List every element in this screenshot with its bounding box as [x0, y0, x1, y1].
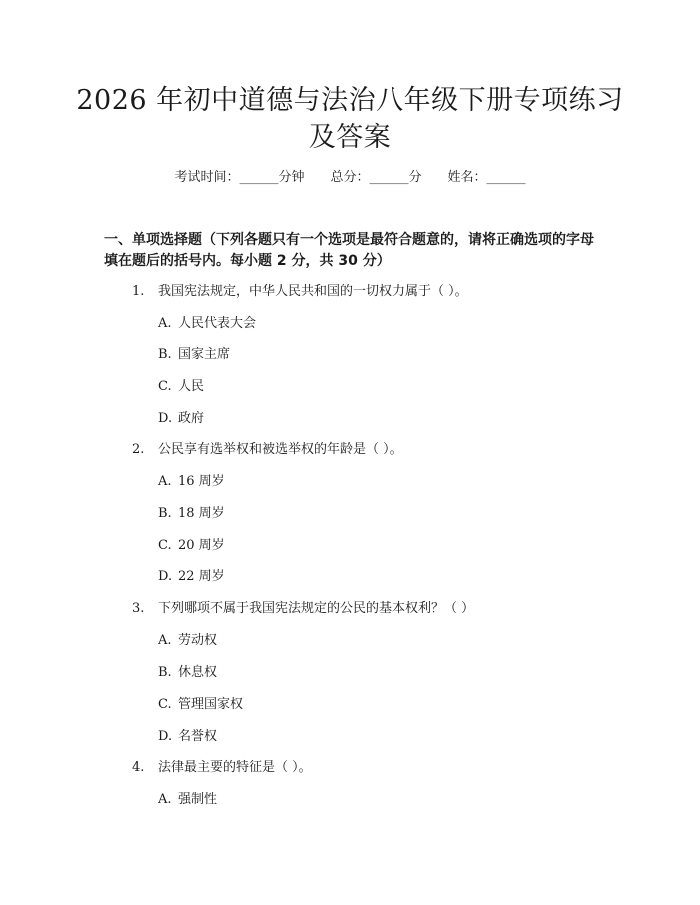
question-number: 4. [132, 760, 145, 775]
page-title-line-2: 及答案 [308, 122, 392, 153]
question-number: 1. [132, 284, 145, 299]
question-3-option-c [158, 695, 243, 715]
option-text: 劳动权 [178, 633, 218, 648]
question-4 [132, 758, 312, 778]
option-text: 人民 [178, 379, 205, 394]
question-2-option-a [158, 472, 225, 492]
question-2-option-b [158, 504, 225, 524]
exam-time-field: 考试时间：______分钟 [174, 170, 305, 185]
option-letter: A. [158, 474, 172, 489]
option-letter: B. [158, 347, 172, 362]
section-heading-line-2: 填在题后的括号内。每小题 2 分，共 30 分） [104, 253, 391, 269]
question-text: 公民享有选举权和被选举权的年龄是（ ）。 [158, 442, 403, 457]
question-text: 我国宪法规定，中华人民共和国的一切权力属于（ ）。 [158, 284, 468, 299]
question-1-option-c [158, 377, 204, 397]
option-text: 政府 [178, 411, 205, 426]
option-text: 人民代表大会 [178, 316, 257, 331]
option-letter: B. [158, 506, 172, 521]
option-letter: B. [158, 665, 172, 680]
question-3-option-a [158, 631, 217, 651]
option-text: 国家主席 [178, 347, 231, 362]
question-text: 下列哪项不属于我国宪法规定的公民的基本权利？（ ） [158, 601, 475, 616]
option-text: 休息权 [178, 665, 218, 680]
question-1-option-d [158, 409, 204, 429]
question-2-option-d [158, 567, 225, 587]
section-heading-line-1: 一、单项选择题（下列各题只有一个选项是最符合题意的，请将正确选项的字母 [104, 232, 594, 248]
option-text: 18 周岁 [178, 506, 225, 521]
option-letter: C. [158, 697, 172, 712]
exam-info-line [0, 168, 700, 188]
question-3-option-d [158, 727, 217, 747]
question-3 [132, 599, 474, 619]
page-title-line-1: 2026 年初中道德与法治八年级下册专项练习 [76, 85, 624, 116]
option-letter: C. [158, 379, 172, 394]
option-letter: D. [158, 729, 173, 744]
question-number: 3. [132, 601, 145, 616]
option-text: 16 周岁 [178, 474, 225, 489]
question-1 [132, 282, 468, 302]
option-letter: D. [158, 569, 173, 584]
option-letter: C. [158, 538, 172, 553]
option-text: 强制性 [178, 792, 218, 807]
option-text: 22 周岁 [178, 569, 225, 584]
option-text: 名誉权 [178, 729, 218, 744]
option-text: 管理国家权 [178, 697, 244, 712]
option-letter: D. [158, 411, 173, 426]
option-letter: A. [158, 792, 172, 807]
option-text: 20 周岁 [178, 538, 225, 553]
question-1-option-b [158, 345, 230, 365]
question-text: 法律最主要的特征是（ ）。 [158, 760, 312, 775]
question-1-option-a [158, 314, 256, 334]
question-2 [132, 440, 403, 460]
option-letter: A. [158, 316, 172, 331]
question-number: 2. [132, 442, 145, 457]
question-4-option-a [158, 790, 217, 810]
question-3-option-b [158, 663, 217, 683]
option-letter: A. [158, 633, 172, 648]
question-2-option-c [158, 536, 225, 556]
total-score-field: 总分：______分 [330, 170, 422, 185]
student-name-field: 姓名：______ [447, 170, 526, 185]
